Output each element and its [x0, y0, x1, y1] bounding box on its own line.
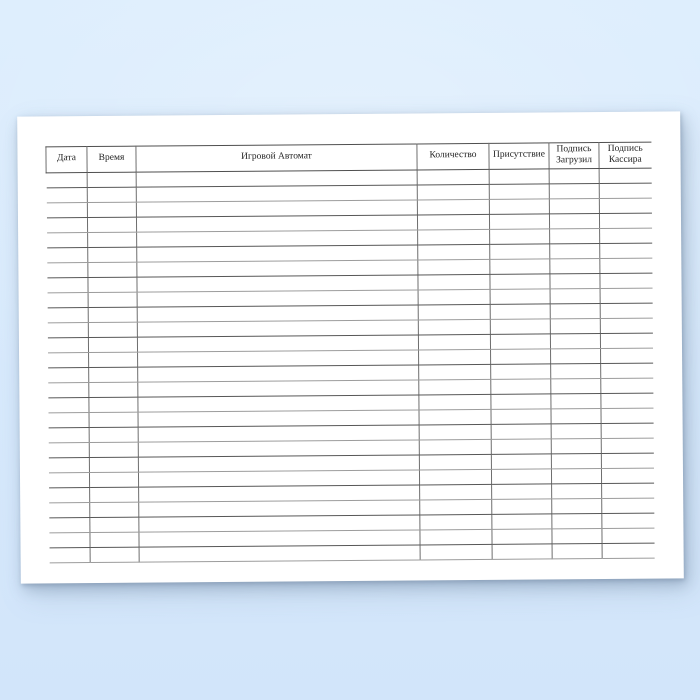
table-cell	[492, 499, 552, 514]
table-cell	[49, 517, 90, 532]
table-cell	[549, 183, 599, 198]
table-cell	[551, 423, 601, 438]
table-cell	[48, 382, 89, 397]
table-cell	[552, 483, 602, 498]
table-cell	[419, 409, 491, 425]
table-cell	[420, 499, 492, 515]
table-cell	[418, 334, 490, 350]
table-cell	[602, 543, 654, 558]
table-cell	[489, 169, 549, 184]
table-cell	[89, 427, 138, 442]
table-cell	[601, 453, 653, 468]
table-cell	[418, 259, 490, 275]
table-cell	[48, 457, 89, 472]
table-cell	[90, 487, 139, 502]
table-cell	[420, 514, 492, 530]
table-cell	[88, 232, 137, 247]
table-cell	[418, 304, 490, 320]
table-cell	[492, 544, 552, 559]
table-cell	[601, 393, 653, 408]
table-cell	[551, 363, 601, 378]
table-cell	[90, 532, 139, 547]
table-cell	[551, 468, 601, 483]
table-cell	[46, 217, 87, 232]
table-cell	[88, 247, 137, 262]
table-cell	[139, 545, 420, 562]
table-cell	[47, 262, 88, 277]
table-cell	[601, 348, 653, 363]
table-cell	[48, 367, 89, 382]
table-cell	[551, 378, 601, 393]
table-cell	[88, 262, 137, 277]
table-cell	[46, 187, 87, 202]
table-cell	[490, 229, 550, 244]
table-cell	[491, 349, 551, 364]
table-cell	[87, 202, 136, 217]
table-cell	[87, 217, 136, 232]
table-cell	[419, 349, 491, 365]
table-cell	[490, 274, 550, 289]
table-cell	[550, 288, 600, 303]
table-cell	[490, 334, 550, 349]
table-cell	[47, 277, 88, 292]
table-cell	[550, 228, 600, 243]
table-cell	[602, 513, 654, 528]
column-header-1: Время	[87, 146, 136, 172]
table-cell	[491, 469, 551, 484]
table-cell	[87, 187, 136, 202]
table-cell	[491, 454, 551, 469]
table-cell	[49, 502, 90, 517]
table-cell	[602, 498, 654, 513]
table-cell	[599, 168, 651, 183]
table-cell	[551, 348, 601, 363]
table-cell	[418, 319, 490, 335]
column-header-2: Игровой Автомат	[136, 144, 417, 172]
table-cell	[47, 232, 88, 247]
table-cell	[600, 303, 652, 318]
table-cell	[46, 172, 87, 187]
table-cell	[489, 184, 549, 199]
table-cell	[419, 364, 491, 380]
table-cell	[46, 202, 87, 217]
table-cell	[89, 382, 138, 397]
table-cell	[600, 258, 652, 273]
table-cell	[419, 454, 491, 470]
table-cell	[490, 304, 550, 319]
table-cell	[419, 439, 491, 455]
table-cell	[420, 484, 492, 500]
table-cell	[90, 517, 139, 532]
table-cell	[418, 274, 490, 290]
table-cell	[420, 529, 492, 545]
table-cell	[491, 439, 551, 454]
table-cell	[417, 214, 489, 230]
table-cell	[549, 198, 599, 213]
table-cell	[89, 442, 138, 457]
table-cell	[48, 472, 89, 487]
table-cell	[600, 243, 652, 258]
table-cell	[491, 364, 551, 379]
table-cell	[552, 528, 602, 543]
table-cell	[89, 367, 138, 382]
table-cell	[48, 442, 89, 457]
table-cell	[88, 277, 137, 292]
table-cell	[49, 547, 90, 562]
table-cell	[551, 408, 601, 423]
table-cell	[551, 453, 601, 468]
table-cell	[490, 319, 550, 334]
table-cell	[549, 168, 599, 183]
table-cell	[418, 244, 490, 260]
table-cell	[47, 292, 88, 307]
table-cell	[600, 318, 652, 333]
table-cell	[89, 457, 138, 472]
table-cell	[49, 487, 90, 502]
table-cell	[418, 289, 490, 305]
table-cell	[90, 502, 139, 517]
table-cell	[48, 352, 89, 367]
table-cell	[550, 273, 600, 288]
table-cell	[491, 394, 551, 409]
table-cell	[89, 472, 138, 487]
table-cell	[550, 303, 600, 318]
table-cell	[419, 469, 491, 485]
table-cell	[600, 288, 652, 303]
table-cell	[600, 333, 652, 348]
table-cell	[551, 393, 601, 408]
table-cell	[490, 289, 550, 304]
table-cell	[489, 214, 549, 229]
table-cell	[47, 322, 88, 337]
table-cell	[49, 532, 90, 547]
table-cell	[48, 397, 89, 412]
table-cell	[601, 378, 653, 393]
table-cell	[601, 438, 653, 453]
column-header-3: Количество	[417, 143, 489, 169]
table-cell	[418, 229, 490, 245]
table-cell	[87, 172, 136, 187]
table-cell	[417, 184, 489, 200]
table-cell	[599, 198, 651, 213]
table-cell	[602, 528, 654, 543]
table-cell	[552, 498, 602, 513]
table-cell	[599, 183, 651, 198]
table-cell	[88, 307, 137, 322]
column-header-6: Подпись Кассира	[599, 142, 651, 168]
table-cell	[490, 259, 550, 274]
column-header-4: Присутствие	[489, 143, 549, 169]
table-cell	[47, 337, 88, 352]
table-cell	[491, 424, 551, 439]
table-cell	[419, 379, 491, 395]
table-cell	[492, 484, 552, 499]
table-cell	[551, 438, 601, 453]
table-cell	[88, 322, 137, 337]
table-cell	[600, 228, 652, 243]
table-cell	[490, 244, 550, 259]
table-cell	[601, 423, 653, 438]
table-cell	[601, 468, 653, 483]
table-body	[46, 168, 654, 563]
table-cell	[48, 427, 89, 442]
table-cell	[550, 318, 600, 333]
table-cell	[549, 213, 599, 228]
column-header-5: Подпись Загрузил	[549, 143, 599, 169]
table-cell	[89, 397, 138, 412]
table-cell	[552, 543, 602, 558]
table-cell	[88, 292, 137, 307]
table-cell	[550, 258, 600, 273]
table-cell	[47, 307, 88, 322]
table-cell	[552, 513, 602, 528]
table-cell	[550, 243, 600, 258]
table-cell	[417, 199, 489, 215]
table-cell	[601, 363, 653, 378]
table-cell	[599, 213, 651, 228]
table-cell	[491, 379, 551, 394]
table-cell	[492, 529, 552, 544]
table-cell	[89, 412, 138, 427]
table-cell	[550, 333, 600, 348]
table-cell	[419, 394, 491, 410]
table-cell	[47, 247, 88, 262]
table-cell	[601, 408, 653, 423]
table-cell	[419, 424, 491, 440]
table-cell	[491, 409, 551, 424]
form-table	[45, 142, 654, 564]
table-cell	[89, 352, 138, 367]
table-cell	[48, 412, 89, 427]
table-cell	[90, 547, 139, 562]
table-cell	[492, 514, 552, 529]
table-cell	[602, 483, 654, 498]
table-cell	[420, 544, 492, 560]
table-cell	[489, 199, 549, 214]
table-cell	[88, 337, 137, 352]
column-header-0: Дата	[46, 147, 87, 173]
paper-sheet	[17, 111, 684, 583]
table-cell	[600, 273, 652, 288]
table-cell	[417, 169, 489, 185]
